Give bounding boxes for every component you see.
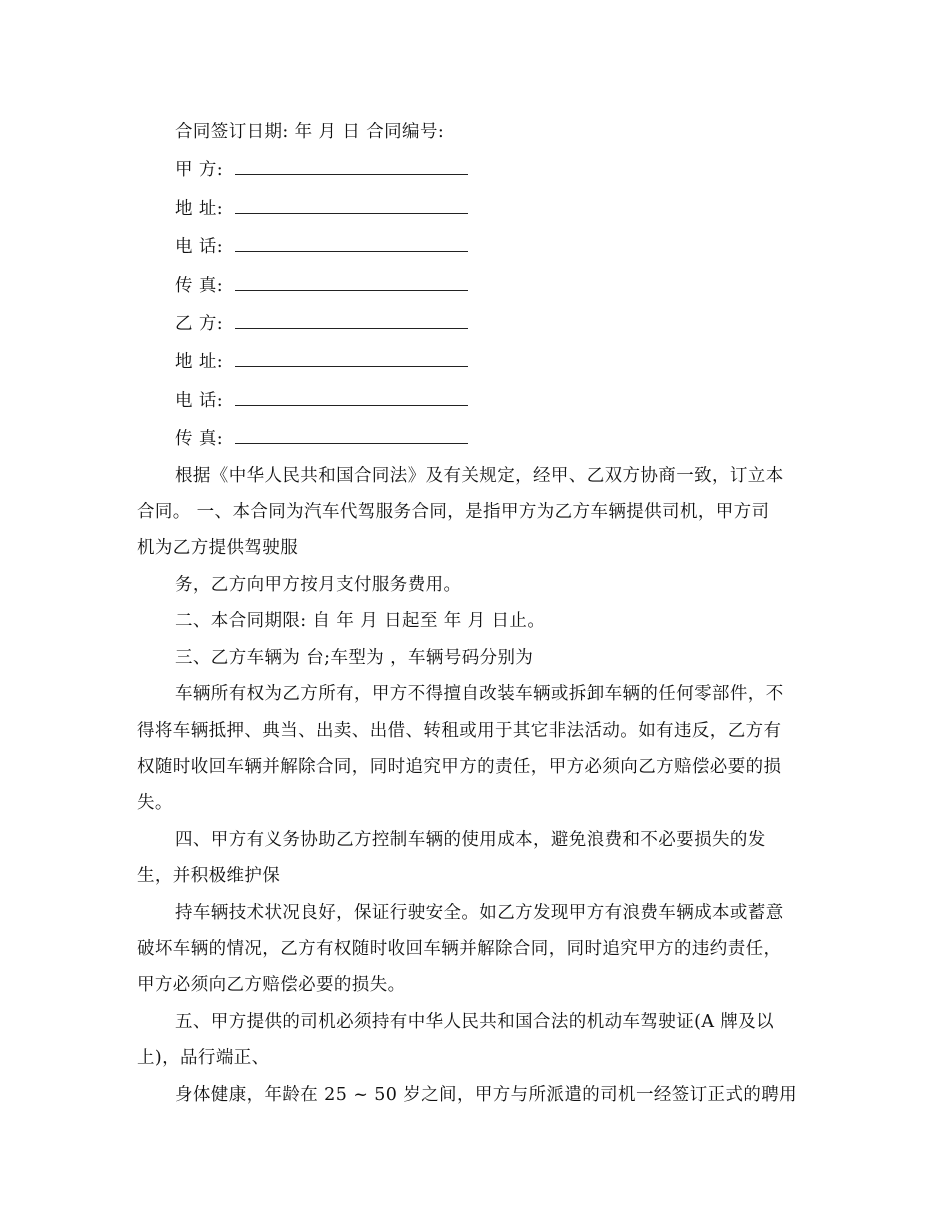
- paragraph-line: 失。: [137, 793, 173, 814]
- clause-4-line: 四、甲方有义务协助乙方控制车辆的使用成本，避免浪费和不必要损失的发: [175, 829, 766, 850]
- field-label: 地 址:: [175, 352, 224, 373]
- field-label: 甲 方:: [175, 160, 224, 181]
- paragraph-line: 车辆所有权为乙方所有，甲方不得擅自改装车辆或拆卸车辆的任何零部件，不: [175, 684, 784, 705]
- field-label: 传 真:: [175, 429, 224, 450]
- party-b-fax-field: [137, 419, 817, 457]
- contract-date-line: 合同签订日期: 年 月 日 合同编号:: [175, 122, 445, 142]
- paragraph-line: 身体健康，年龄在 25 ~ 50 岁之间，甲方与所派遣的司机一经签订正式的聘用: [175, 1084, 798, 1105]
- blank-line: [235, 150, 468, 175]
- party-b-name-field: [137, 304, 817, 342]
- paragraph-line: 生，并积极维护保: [137, 866, 281, 887]
- party-a-fax-field: [137, 266, 817, 304]
- party-a-address-field: [137, 189, 817, 227]
- paragraph-line: 务，乙方向甲方按月支付服务费用。: [175, 574, 462, 595]
- blank-line: [235, 381, 468, 406]
- field-label: 地 址:: [175, 198, 224, 219]
- field-label: 电 话:: [175, 237, 224, 258]
- field-label: 电 话:: [175, 390, 224, 411]
- paragraph-line: 合同。 一、本合同为汽车代驾服务合同，是指甲方为乙方车辆提供司机，甲方司: [137, 502, 770, 523]
- field-label: 乙 方:: [175, 314, 224, 335]
- clause-2-term: 二、本合同期限: 自 年 月 日起至 年 月 日止。: [175, 611, 546, 632]
- party-b-address-field: [137, 342, 817, 380]
- party-b-phone-field: [137, 381, 817, 419]
- paragraph-line: 甲方必须向乙方赔偿必要的损失。: [137, 975, 406, 996]
- paragraph-line: 上)，品行端正、: [137, 1048, 270, 1069]
- paragraph-line: 权随时收回车辆并解除合同，同时追究甲方的责任，甲方必须向乙方赔偿必要的损: [137, 756, 782, 777]
- party-a-name-field: [137, 150, 817, 188]
- blank-line: [235, 342, 468, 367]
- blank-line: [235, 266, 468, 291]
- paragraph-line: 根据《中华人民共和国合同法》及有关规定，经甲、乙双方协商一致，订立本: [175, 465, 784, 486]
- blank-line: [235, 419, 468, 444]
- paragraph-line: 持车辆技术状况良好，保证行驶安全。如乙方发现甲方有浪费车辆成本或蓄意: [175, 902, 784, 923]
- field-label: 传 真:: [175, 275, 224, 296]
- blank-line: [235, 189, 468, 214]
- paragraph-line: 得将车辆抵押、典当、出卖、出借、转租或用于其它非法活动。如有违反，乙方有: [137, 720, 782, 741]
- party-a-phone-field: [137, 227, 817, 265]
- clause-3-vehicles: 三、乙方车辆为 台;车型为 ，车辆号码分别为: [175, 647, 534, 668]
- paragraph-line: 破坏车辆的情况，乙方有权随时收回车辆并解除合同，同时追究甲方的违约责任，: [137, 938, 782, 959]
- clause-5-line: 五、甲方提供的司机必须持有中华人民共和国合法的机动车驾驶证(A 牌及以: [175, 1011, 775, 1032]
- blank-line: [235, 227, 468, 252]
- paragraph-line: 机为乙方提供驾驶服: [137, 538, 299, 559]
- contract-body: [137, 114, 817, 1113]
- blank-line: [235, 304, 468, 329]
